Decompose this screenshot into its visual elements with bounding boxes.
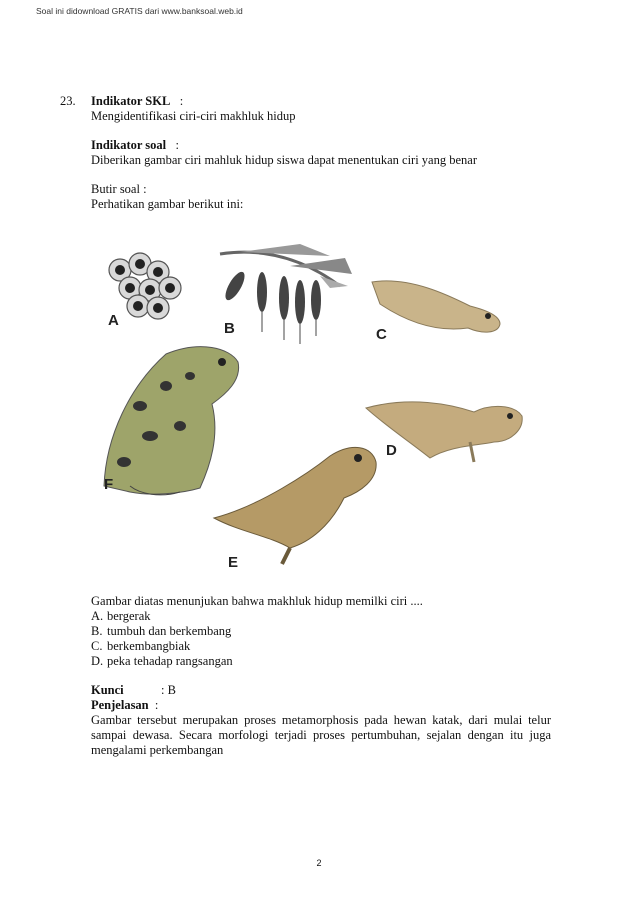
soal-colon: : (175, 138, 179, 152)
explanation-text: Gambar tersebut merupakan proses metamorphosis pada hewan katak, dari mulai telur sampai dewasa. Secara morfologi terjadi proses pertumbuhan, sejalan dengan itu juga mengalami perkembangan (91, 713, 551, 757)
question-number: 23. (60, 94, 76, 108)
answer-section (91, 594, 551, 758)
option-d-text: peka tehadap rangsangan (107, 654, 233, 668)
skl-label: Indikator SKL (91, 94, 171, 108)
figure-label-e: E (228, 554, 239, 571)
figure-label-d: D (386, 442, 397, 459)
figure-label-a: A (108, 312, 119, 329)
option-d-letter: D. (91, 654, 104, 668)
metamorphosis-illustration (90, 236, 550, 581)
page-number: 2 (316, 858, 322, 868)
young-frog-with-tail-illustration (214, 447, 376, 564)
tadpole-illustration (372, 281, 500, 332)
option-c-text: berkembangbiak (107, 639, 191, 653)
frog-metamorphosis-figure (90, 236, 550, 581)
option-b-text: tumbuh dan berkembang (107, 624, 232, 638)
answer-label: Kunci (91, 683, 124, 697)
option-b-letter: B. (91, 624, 103, 638)
figure-label-f: F (104, 476, 114, 493)
option-a (91, 609, 551, 624)
explanation-colon: : (154, 698, 159, 712)
option-c-letter: C. (91, 639, 103, 653)
butir-label: Butir soal : (91, 182, 147, 196)
option-a-text: bergerak (107, 609, 151, 623)
butir-text: Perhatikan gambar berikut ini: (91, 197, 244, 211)
skl-colon: : (179, 94, 184, 108)
download-header: Soal ini didownload GRATIS dari www.banksoal.web.id (36, 6, 243, 16)
hatchlings-on-plant-illustration (220, 244, 352, 344)
figure-label-b: B (224, 320, 235, 337)
question-stem: Gambar diatas menunjukan bahwa makhluk hidup memilki ciri .... (91, 594, 423, 608)
figure-label-c: C (376, 326, 387, 343)
frog-eggs-illustration (109, 253, 181, 319)
adult-frog-illustration (104, 347, 239, 495)
option-b (91, 624, 551, 639)
skl-text: Mengidentifikasi ciri-ciri makhluk hidup (91, 109, 296, 123)
option-d (91, 654, 551, 669)
soal-text: Diberikan gambar ciri mahluk hidup siswa dapat menentukan ciri yang benar (91, 153, 477, 167)
option-c (91, 639, 551, 654)
soal-label: Indikator soal (91, 138, 167, 152)
answer-value: : B (161, 683, 176, 697)
explanation-label: Penjelasan (91, 698, 149, 712)
option-a-letter: A. (91, 609, 104, 623)
